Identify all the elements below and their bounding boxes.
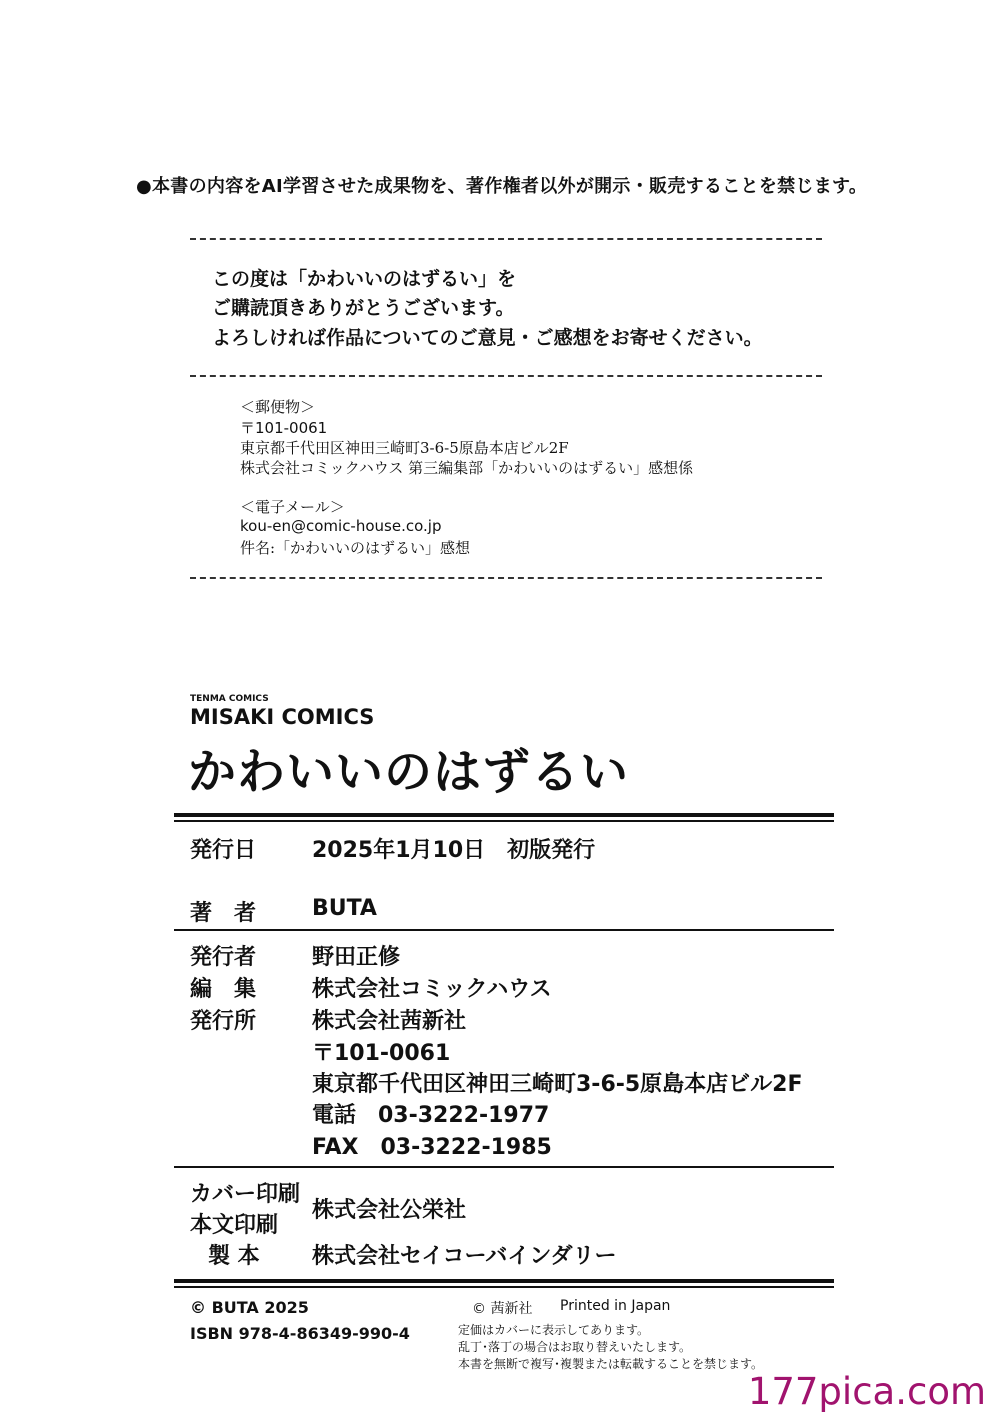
mail-address: 東京都千代田区神田三崎町3-6-5原島本店ビル2F [240, 439, 569, 457]
email-address: kou-en@comic-house.co.jp [240, 517, 442, 535]
thick-rule [174, 1279, 834, 1283]
watermark-link[interactable]: 177pica.com [747, 1370, 986, 1413]
section-rule [174, 929, 834, 931]
publisher-phone: 電話 03-3222-1977 [312, 1103, 550, 1128]
thick-rule [174, 813, 834, 817]
thin-rule [174, 1286, 834, 1288]
editor-value: 株式会社コミックハウス [312, 977, 552, 1002]
dashed-divider [190, 577, 822, 579]
author-label: 著 者 [190, 901, 257, 926]
release-date-label: 発行日 [190, 838, 257, 863]
series-name: MISAKI COMICS [190, 705, 375, 729]
ai-training-notice: ●本書の内容をAI学習させた成果物を、著作権者以外が開示・販売することを禁じます。 [136, 176, 868, 197]
author-copyright: © BUTA 2025 [190, 1298, 309, 1317]
isbn: ISBN 978-4-86349-990-4 [190, 1324, 410, 1343]
publisher-person-value: 野田正修 [312, 945, 401, 970]
publisher-label: 発行所 [190, 1009, 257, 1034]
author-value: BUTA [312, 896, 377, 921]
section-rule [174, 1166, 834, 1168]
publisher-person-label: 発行者 [190, 945, 257, 970]
thanks-line-3: よろしければ作品についてのご意見・ご感想をお寄せください。 [212, 327, 763, 349]
book-title: かわいいのはずるい [188, 744, 630, 800]
body-print-label: 本文印刷 [190, 1213, 279, 1238]
email-heading: ＜電子メール＞ [240, 498, 345, 516]
dashed-divider [190, 238, 822, 240]
cover-print-label: カバー印刷 [190, 1182, 301, 1207]
printed-in-japan: Printed in Japan [560, 1298, 671, 1314]
binding-label: 製 本 [208, 1244, 260, 1269]
imprint-label: TENMA COMICS [190, 694, 269, 704]
price-note: 定価はカバーに表示してあります。 [458, 1323, 650, 1337]
thin-rule [174, 820, 834, 822]
binding-value: 株式会社セイコーバインダリー [312, 1244, 617, 1269]
publisher-value: 株式会社茜新社 [312, 1009, 467, 1034]
mail-recipient: 株式会社コミックハウス 第三編集部「かわいいのはずるい」感想係 [240, 459, 694, 477]
mail-heading: ＜郵便物＞ [240, 398, 316, 416]
thanks-line-2: ご購読頂きありがとうございます。 [212, 297, 515, 319]
mail-postal-code: 〒101-0061 [240, 419, 328, 437]
printer-value: 株式会社公栄社 [312, 1198, 467, 1223]
thanks-line-1: この度は「かわいいのはずるい」を [212, 268, 517, 290]
publisher-postal-code: 〒101-0061 [312, 1041, 451, 1066]
email-subject: 件名:「かわいいのはずるい」感想 [240, 539, 471, 557]
dashed-divider [190, 375, 822, 377]
editor-label: 編 集 [190, 977, 257, 1002]
publisher-fax: FAX 03-3222-1985 [312, 1135, 552, 1160]
defect-note: 乱丁･落丁の場合はお取り替えいたします。 [458, 1340, 692, 1354]
release-date-value: 2025年1月10日 初版発行 [312, 838, 596, 863]
copy-prohibition-note: 本書を無断で複写･複製または転載することを禁じます。 [458, 1357, 764, 1371]
publisher-copyright: © 茜新社 [472, 1301, 533, 1317]
publisher-address: 東京都千代田区神田三崎町3-6-5原島本店ビル2F [312, 1072, 803, 1097]
